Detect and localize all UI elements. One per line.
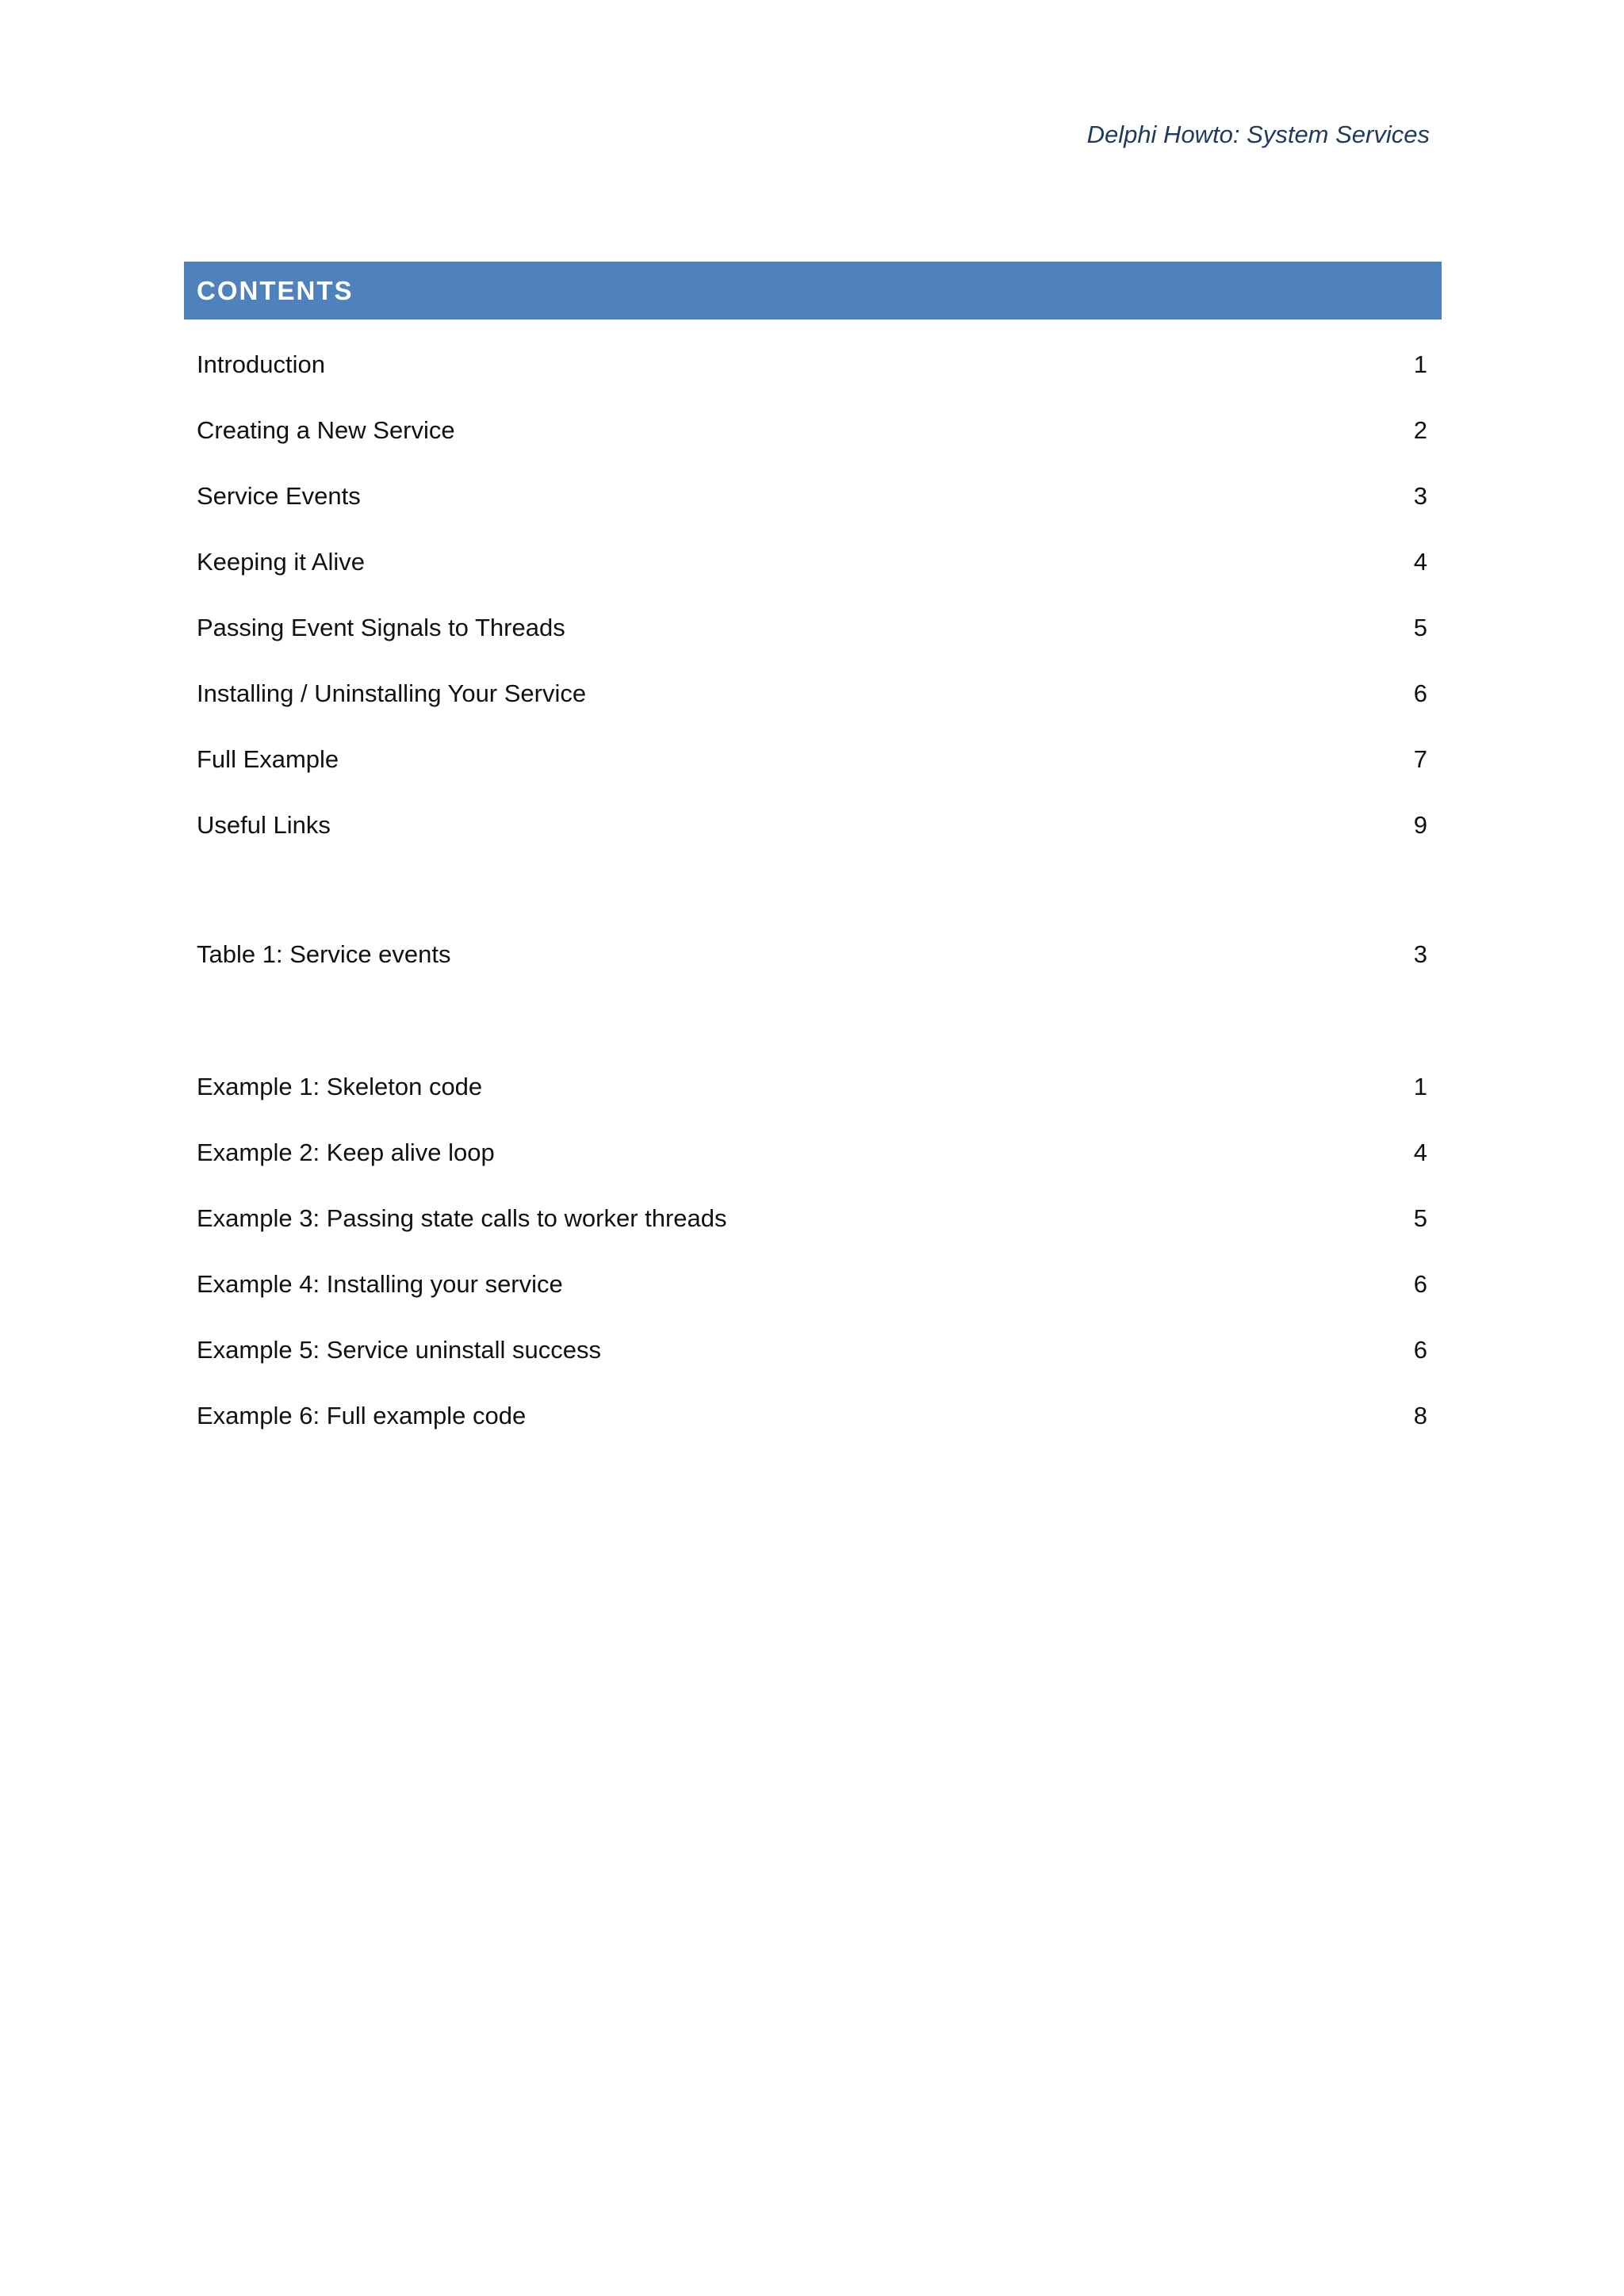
toc-sections-list — [197, 331, 1427, 858]
toc-entry-page: 6 — [1413, 1336, 1427, 1364]
toc-entry-label: Example 4: Installing your service — [197, 1270, 563, 1298]
toc-entry-label: Introduction — [197, 350, 325, 378]
contents-banner — [184, 262, 1442, 320]
toc-entry-page: 1 — [1413, 350, 1427, 378]
running-header: Delphi Howto: System Services — [1086, 121, 1430, 148]
toc-entry-example-1[interactable] — [197, 1054, 1427, 1119]
toc-entry-page: 7 — [1413, 745, 1427, 773]
toc-entry-label: Creating a New Service — [197, 416, 455, 444]
toc-entry-page: 2 — [1413, 416, 1427, 444]
toc-entry-label: Example 1: Skeleton code — [197, 1073, 483, 1100]
toc-entry-page: 8 — [1413, 1402, 1427, 1429]
toc-entry-installing-uninstalling[interactable] — [197, 660, 1427, 726]
toc-entry-table-1[interactable] — [197, 921, 1427, 987]
toc-entry-label: Passing Event Signals to Threads — [197, 614, 565, 641]
toc-entry-example-6[interactable] — [197, 1383, 1427, 1448]
toc-entry-example-5[interactable] — [197, 1317, 1427, 1383]
toc-entry-full-example[interactable] — [197, 726, 1427, 792]
toc-entry-useful-links[interactable] — [197, 792, 1427, 858]
toc-entry-example-3[interactable] — [197, 1185, 1427, 1251]
toc-entry-keeping-it-alive[interactable] — [197, 529, 1427, 595]
toc-examples-list — [197, 1054, 1427, 1448]
toc-entry-label: Useful Links — [197, 811, 331, 839]
toc-entry-page: 1 — [1413, 1073, 1427, 1100]
toc-entry-label: Service Events — [197, 482, 361, 510]
toc-entry-example-4[interactable] — [197, 1251, 1427, 1317]
toc-entry-label: Example 3: Passing state calls to worker threads — [197, 1204, 727, 1232]
toc-entry-creating-new-service[interactable] — [197, 397, 1427, 463]
toc-entry-page: 3 — [1413, 940, 1427, 968]
toc-entry-introduction[interactable] — [197, 331, 1427, 397]
toc-entry-page: 4 — [1413, 1138, 1427, 1166]
toc-entry-label: Example 6: Full example code — [197, 1402, 527, 1429]
toc-entry-page: 3 — [1413, 482, 1427, 510]
toc-entry-label: Keeping it Alive — [197, 548, 365, 576]
toc-entry-page: 6 — [1413, 1270, 1427, 1298]
toc-entry-page: 5 — [1413, 614, 1427, 641]
toc-entry-label: Example 2: Keep alive loop — [197, 1138, 495, 1166]
toc-entry-page: 5 — [1413, 1204, 1427, 1232]
toc-entry-service-events[interactable] — [197, 463, 1427, 529]
toc-entry-page: 6 — [1413, 679, 1427, 707]
toc-entry-label: Example 5: Service uninstall success — [197, 1336, 602, 1364]
toc-entry-label: Full Example — [197, 745, 339, 773]
contents-title: CONTENTS — [197, 275, 354, 305]
toc-entry-page: 4 — [1413, 548, 1427, 576]
toc-tables-list — [197, 921, 1427, 987]
toc-entry-label: Installing / Uninstalling Your Service — [197, 679, 587, 707]
toc-entry-label: Table 1: Service events — [197, 940, 451, 968]
toc-entry-page: 9 — [1413, 811, 1427, 839]
toc-entry-example-2[interactable] — [197, 1119, 1427, 1185]
toc-entry-passing-event-signals[interactable] — [197, 595, 1427, 660]
